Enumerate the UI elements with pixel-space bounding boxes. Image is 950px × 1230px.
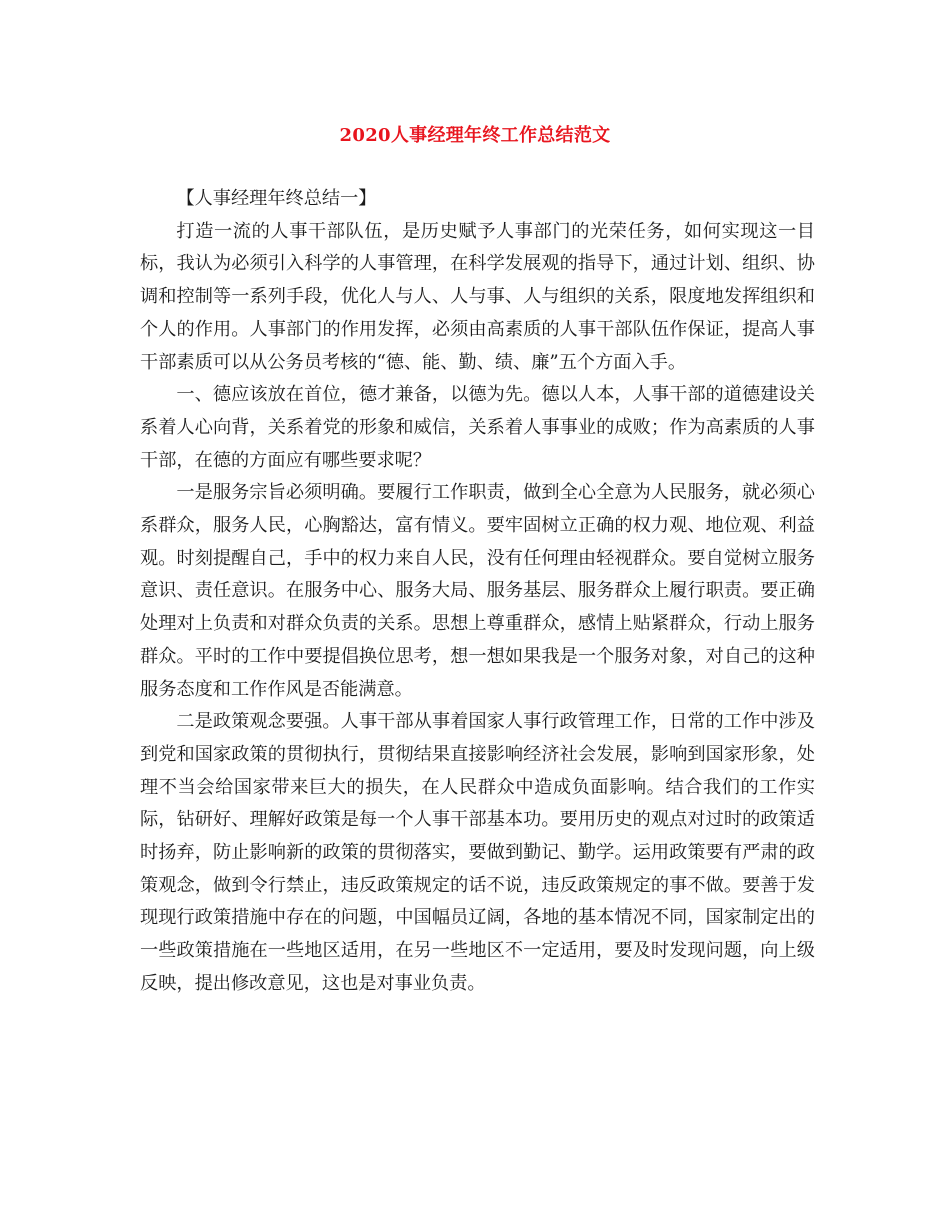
paragraph: 一、德应该放在首位，德才兼备，以德为先。德以人本，人事干部的道德建设关系着人心向背，关系着党的形象和威信，关系着人事事业的成败；作为高素质的人事干部，在德的方面应有哪些要求呢？: [140, 384, 815, 471]
document-title: 2020人事经理年终工作总结范文: [339, 125, 611, 146]
paragraph: 二是政策观念要强。人事干部从事着国家人事行政管理工作，日常的工作中涉及到党和国家政策的贯彻执行，贯彻结果直接影响经济社会发展，影响到国家形象，处理不当会给国家带来巨大的损失，在人民群众中造成负面影响。结合我们的工作实际，钻研好、理解好政策是每一个人事干部基本功。要用历史的观点对过时的政策适时扬弃，防止影响新的政策的贯彻落实，要做到勤记、勤学。运用政策要有严肃的政策观念，做到令行禁止，违反政策规定的话不说，违反政策规定的事不做。要善于发现现行政策措施中存在的问题，中国幅员辽阔，各地的基本情况不同，国家制定出的一些政策措施在一些地区适用，在另一些地区不一定适用，要及时发现问题，向上级反映，提出修改意见，这也是对事业负责。: [140, 711, 815, 994]
document-body: [140, 183, 815, 1001]
paragraph: 一是服务宗旨必须明确。要履行工作职责，做到全心全意为人民服务，就必须心系群众，服务人民，心胸豁达，富有情义。要牢固树立正确的权力观、地位观、利益观。时刻提醒自己，手中的权力来自人民，没有任何理由轻视群众。要自觉树立服务意识、责任意识。在服务中心、服务大局、服务基层、服务群众上履行职责。要正确处理对上负责和对群众负责的关系。思想上尊重群众，感情上贴紧群众，行动上服务群众。平时的工作中要提倡换位思考，想一想如果我是一个服务对象，对自己的这种服务态度和工作作风是否能满意。: [140, 482, 815, 700]
paragraph: 打造一流的人事干部队伍，是历史赋予人事部门的光荣任务，如何实现这一目标，我认为必须引入科学的人事管理，在科学发展观的指导下，通过计划、组织、协调和控制等一系列手段，优化人与人、人与事、人与组织的关系，限度地发挥组织和个人的作用。人事部门的作用发挥，必须由高素质的人事干部队伍作保证，提高人事干部素质可以从公务员考核的“德、能、勤、绩、廉”五个方面入手。: [140, 220, 815, 373]
section-heading: 【人事经理年终总结一】: [176, 188, 377, 209]
